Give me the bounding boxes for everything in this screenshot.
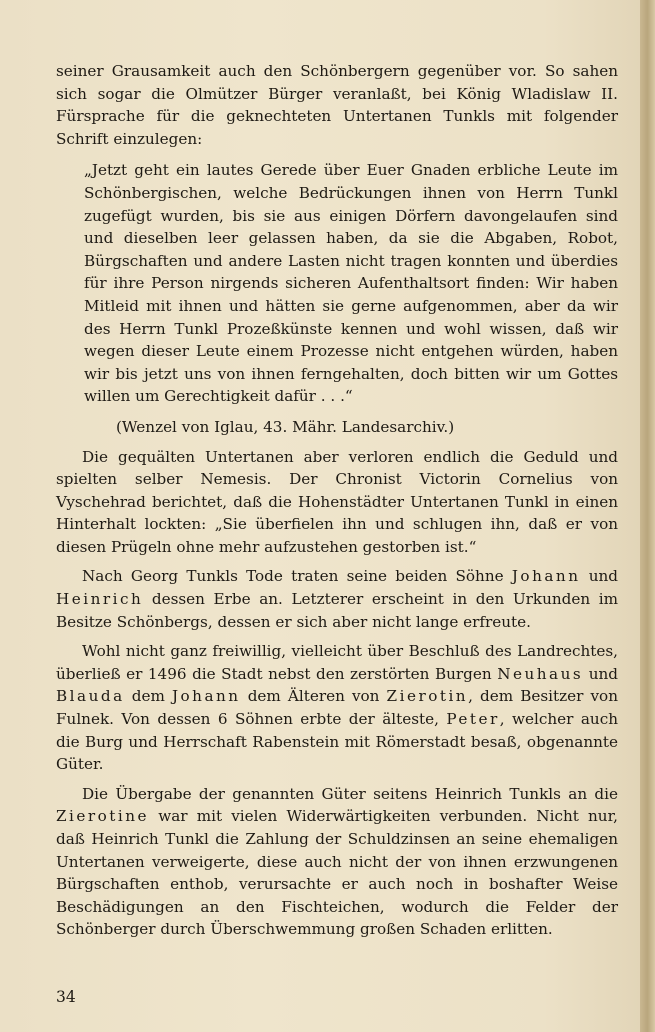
paragraph-4	[56, 640, 618, 776]
block-quote	[84, 159, 618, 408]
paragraph-5	[56, 783, 618, 941]
name-heinrich: Heinrich	[56, 590, 144, 609]
p3-text-3: dessen Erbe an. Letzterer erscheint in den Urkunden im Besitze Schönbergs, dessen er sich aber nicht lange erfreute.	[56, 590, 618, 631]
p4-text-5: , dem Besitzer von Fulnek. Von dessen 6 Söhnen erbte der älteste,	[56, 687, 618, 729]
p5-text-2: war mit vielen Widerwärtigkeiten verbunden. Nicht nur, daß Heinrich Tunkl die Zahlung der Schuldzinsen an seine ehemaligen Untertanen verweigerte, diese auch nicht der von ihnen erzwungenen Bürgschaften enthob, verursachte er auch noch in boshafter Weise Beschädigungen an den Fischteichen, wodurch die Felder der Schönberger durch Überschwemmung großen Schaden erlitten.	[56, 807, 618, 939]
quote-text: „Jetzt geht ein lautes Gerede über Euer Gnaden erbliche Leute im Schönbergischen, welche Bedrückungen ihnen von Herrn Tunkl zugefügt wurden, bis sie aus einigen Dörfern davongelaufen sind und dieselben leer gelassen haben, da sie die Abgaben, Robot, Bürgschaften und andere Lasten nicht tragen konnten und überdies für ihre Person nirgends sicheren Aufenthaltsort finden: Wir haben Mitleid mit ihnen und hätten sie gerne aufgenommen, aber da wir des Herrn Tunkl Prozeßkünste kennen und wohl wissen, daß wir wegen dieser Leute einem Prozesse nicht entgehen würden, haben wir bis jetzt uns von ihnen ferngehalten, doch bitten wir um Gottes willen um Gerechtigkeit dafür . . .“	[84, 161, 618, 406]
page-number: 34	[56, 988, 76, 1006]
paragraph-2: Die gequälten Untertanen aber verloren endlich die Geduld und spielten selber Nemesis. Der Chronist Victorin Cornelius von Vyschehrad berichtet, daß die Hohenstädter Untertanen Tunkl in einen Hinterhalt lockten: „Sie überfielen ihn und schlugen ihn, daß er von diesen Prügeln ohne mehr aufzustehen gestorben ist.“	[56, 447, 618, 556]
name-zierotine: Zierotine	[56, 807, 150, 826]
name-blauda: Blauda	[56, 687, 125, 706]
p4-text-6: , welcher auch die Burg und Herrschaft Rabenstein mit Römerstadt besaß, obgenannte Güter.	[56, 710, 618, 774]
p5-text-1: Die Übergabe der genannten Güter seitens Heinrich Tunkls an die	[82, 784, 618, 803]
p4-text-4: dem Älteren von	[240, 687, 387, 706]
p3-text-2: und	[580, 567, 618, 586]
page-edge	[640, 0, 655, 1032]
name-peter: Peter	[446, 710, 500, 729]
p4-text-2: und	[583, 664, 618, 683]
paragraph-3	[56, 565, 618, 633]
p4-text-1: Wohl nicht ganz freiwillig, vielleicht über Beschluß des Landrechtes, überließ er 1496 die Stadt nebst den zerstörten Burgen	[56, 642, 618, 683]
page-body	[56, 60, 618, 941]
name-zierotin: Zierotin	[386, 687, 469, 706]
p3-text-1: Nach Georg Tunkls Tode traten seine beiden Söhne	[82, 567, 512, 586]
p4-text-3: dem	[124, 687, 172, 706]
name-neuhaus: Neuhaus	[497, 664, 584, 683]
citation: (Wenzel von Iglau, 43. Mähr. Landesarchiv.)	[116, 417, 455, 436]
name-johann-2: Johann	[171, 687, 241, 706]
name-johann: Johann	[511, 567, 581, 586]
paragraph-1: seiner Grausamkeit auch den Schönbergern gegenüber vor. So sahen sich sogar die Olmützer Bürger veranlaßt, bei König Wladislaw II. Fürsprache für die geknechteten Untertanen Tunkls mit folgender Schrift einzulegen:	[56, 62, 618, 148]
